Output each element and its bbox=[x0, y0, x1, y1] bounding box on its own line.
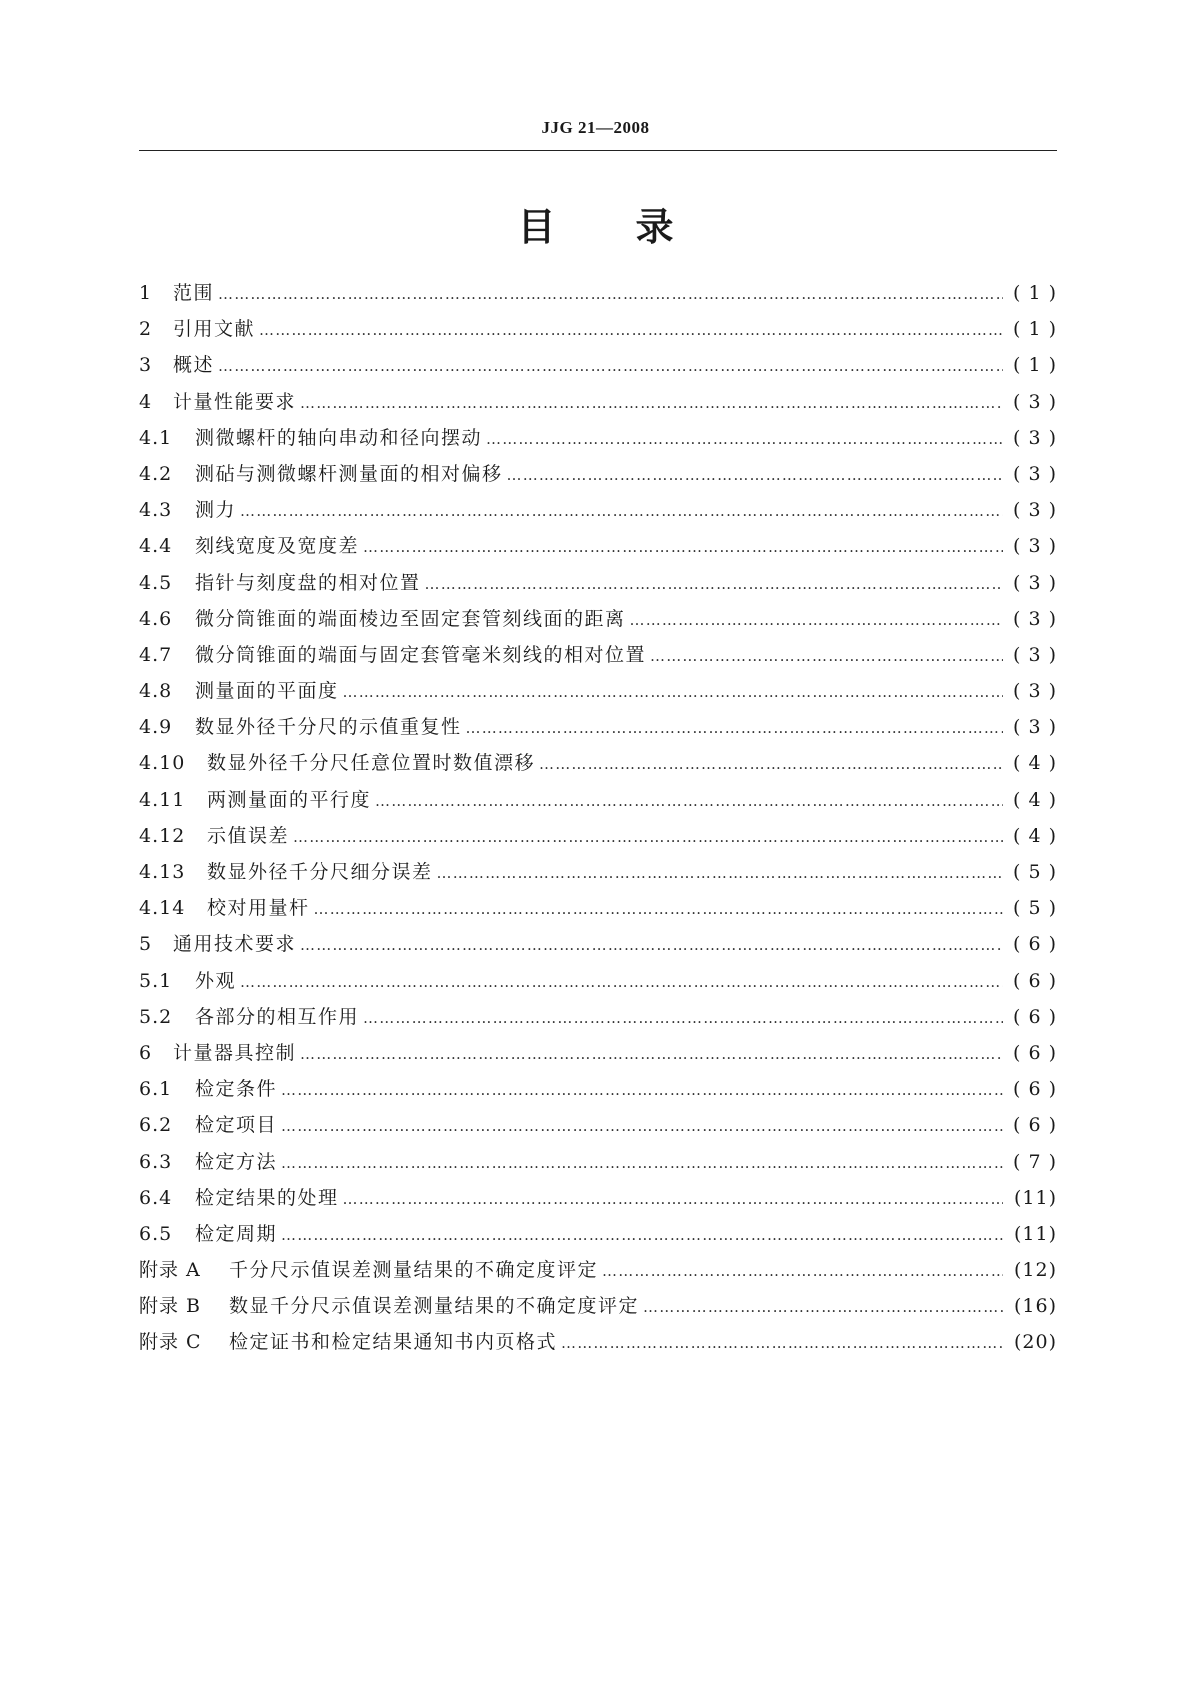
toc-entry[interactable] bbox=[139, 821, 1057, 857]
toc-entry[interactable] bbox=[139, 1291, 1057, 1327]
toc-entry-page: ( 5 ) bbox=[1013, 861, 1057, 883]
toc-leader-dots bbox=[281, 1117, 1003, 1135]
toc-entry-page: (12) bbox=[1013, 1259, 1057, 1282]
toc-entry[interactable] bbox=[139, 929, 1057, 965]
toc-entry-number: 4.13 bbox=[139, 861, 186, 883]
toc-entry-number: 6.1 bbox=[139, 1078, 173, 1101]
toc-entry-number: 4.7 bbox=[139, 643, 173, 666]
toc-entry-page: ( 6 ) bbox=[1013, 1114, 1057, 1137]
toc-leader-dots bbox=[314, 900, 1003, 918]
toc-entry-page: (20) bbox=[1013, 1331, 1057, 1354]
toc-leader-dots bbox=[218, 357, 1003, 375]
toc-entry-page: ( 1 ) bbox=[1013, 282, 1057, 304]
toc-leader-dots bbox=[650, 647, 1003, 665]
toc-entry-label: 微分筒锥面的端面与固定套管毫米刻线的相对位置 bbox=[195, 643, 647, 666]
toc-entry-page: ( 3 ) bbox=[1013, 716, 1057, 739]
toc-leader-dots bbox=[539, 755, 1003, 773]
header-rule bbox=[139, 150, 1057, 151]
toc-entry-label: 数显外径千分尺任意位置时数值漂移 bbox=[207, 752, 536, 775]
toc-entry-page: ( 3 ) bbox=[1013, 390, 1057, 413]
toc-entry-page: ( 5 ) bbox=[1013, 897, 1057, 920]
toc-entry-page: ( 3 ) bbox=[1013, 680, 1057, 703]
toc-entry-label: 两测量面的平行度 bbox=[207, 788, 372, 811]
toc-entry-page: ( 3 ) bbox=[1013, 571, 1057, 594]
toc-entry-number: 4.2 bbox=[139, 462, 173, 485]
toc-entry-number: 附录 B bbox=[139, 1295, 202, 1318]
toc-leader-dots bbox=[643, 1298, 1003, 1316]
toc-entry-number: 1 bbox=[139, 282, 153, 304]
toc-entry-label: 检定证书和检定结果通知书内页格式 bbox=[229, 1331, 558, 1354]
toc-entry-label: 刻线宽度及宽度差 bbox=[195, 535, 360, 558]
toc-entry-number: 6.2 bbox=[139, 1114, 173, 1137]
toc-entry[interactable] bbox=[139, 893, 1057, 929]
toc-leader-dots bbox=[375, 792, 1003, 810]
toc-entry-label: 数显外径千分尺细分误差 bbox=[207, 861, 433, 883]
toc-entry[interactable] bbox=[139, 857, 1057, 893]
toc-leader-dots bbox=[630, 611, 1003, 629]
toc-entry-page: (16) bbox=[1013, 1295, 1057, 1318]
toc-entry-number: 4.12 bbox=[139, 824, 186, 847]
toc-entry-label: 千分尺示值误差测量结果的不确定度评定 bbox=[229, 1259, 599, 1282]
toc-leader-dots bbox=[466, 719, 1003, 737]
toc-entry-page: ( 6 ) bbox=[1013, 1041, 1057, 1064]
toc-leader-dots bbox=[363, 538, 1003, 556]
toc-entry[interactable] bbox=[139, 1147, 1057, 1183]
toc-leader-dots bbox=[259, 321, 1003, 339]
toc-entry-number: 6 bbox=[139, 1041, 153, 1064]
toc-entry-label: 测力 bbox=[195, 499, 237, 522]
toc-entry-number: 4.8 bbox=[139, 680, 173, 703]
toc-title: 目录 bbox=[517, 205, 754, 249]
toc-entry-label: 数显千分尺示值误差测量结果的不确定度评定 bbox=[229, 1295, 640, 1318]
toc-entry[interactable] bbox=[139, 1327, 1057, 1363]
toc-entry[interactable] bbox=[139, 531, 1057, 567]
toc-leader-dots bbox=[343, 1190, 1003, 1208]
toc-entry-number: 4.1 bbox=[139, 426, 173, 449]
toc-entry[interactable] bbox=[139, 1255, 1057, 1291]
toc-entry-page: ( 3 ) bbox=[1013, 462, 1057, 485]
toc-entry[interactable] bbox=[139, 314, 1057, 350]
toc-entry[interactable] bbox=[139, 350, 1057, 386]
toc-entry-number: 4.11 bbox=[139, 788, 186, 811]
toc-entry[interactable] bbox=[139, 676, 1057, 712]
toc-entry-label: 范围 bbox=[173, 282, 215, 304]
toc-entry[interactable] bbox=[139, 1183, 1057, 1219]
toc-entry-number: 附录 C bbox=[139, 1331, 202, 1354]
toc-leader-dots bbox=[240, 973, 1003, 991]
toc-entry[interactable] bbox=[139, 1038, 1057, 1074]
toc-entry-label: 示值误差 bbox=[207, 824, 290, 847]
toc-entry-label: 各部分的相互作用 bbox=[195, 1005, 360, 1028]
toc-entry-label: 检定周期 bbox=[195, 1222, 278, 1245]
toc-entry-number: 6.4 bbox=[139, 1186, 173, 1209]
toc-leader-dots bbox=[300, 1045, 1003, 1063]
toc-entry[interactable] bbox=[139, 278, 1057, 314]
toc-entry-page: ( 3 ) bbox=[1013, 643, 1057, 666]
toc-entry-page: ( 1 ) bbox=[1013, 318, 1057, 341]
toc-entry[interactable] bbox=[139, 1002, 1057, 1038]
toc-entry-number: 4.6 bbox=[139, 607, 173, 630]
toc-entry-page: ( 6 ) bbox=[1013, 1005, 1057, 1028]
toc-leader-dots bbox=[486, 430, 1003, 448]
toc-entry-page: (11) bbox=[1013, 1186, 1057, 1209]
toc-entry-page: ( 4 ) bbox=[1013, 788, 1057, 811]
toc-entry-label: 测微螺杆的轴向串动和径向摆动 bbox=[195, 426, 483, 449]
toc-entry-page: ( 7 ) bbox=[1013, 1150, 1057, 1173]
toc-entry-page: ( 3 ) bbox=[1013, 535, 1057, 558]
toc-entry-number: 5 bbox=[139, 933, 153, 956]
toc-entry-label: 校对用量杆 bbox=[207, 897, 310, 920]
toc-entry-page: ( 3 ) bbox=[1013, 607, 1057, 630]
toc-entry-number: 2 bbox=[139, 318, 153, 341]
toc-entry-page: ( 3 ) bbox=[1013, 426, 1057, 449]
toc-entry-page: ( 4 ) bbox=[1013, 752, 1057, 775]
toc-leader-dots bbox=[561, 1334, 1003, 1352]
toc-entry-number: 4.14 bbox=[139, 897, 186, 920]
toc-entry-number: 附录 A bbox=[139, 1259, 201, 1282]
toc-entry-label: 计量器具控制 bbox=[173, 1041, 297, 1064]
toc-leader-dots bbox=[281, 1226, 1003, 1244]
toc-entry-number: 4.10 bbox=[139, 752, 186, 775]
toc-entry-page: (11) bbox=[1013, 1222, 1057, 1245]
toc-entry-number: 5.1 bbox=[139, 969, 173, 992]
toc-entry[interactable] bbox=[139, 712, 1057, 748]
toc-leader-dots bbox=[425, 575, 1003, 593]
toc-entry-label: 通用技术要求 bbox=[173, 933, 297, 956]
toc-leader-dots bbox=[343, 683, 1003, 701]
toc-leader-dots bbox=[300, 936, 1003, 954]
toc-leader-dots bbox=[437, 864, 1003, 882]
toc-entry-number: 4.3 bbox=[139, 499, 173, 522]
toc-entry[interactable] bbox=[139, 748, 1057, 784]
toc-entry-number: 4.4 bbox=[139, 535, 173, 558]
table-of-contents bbox=[139, 278, 1057, 1364]
toc-entry-number: 4.9 bbox=[139, 716, 173, 739]
toc-entry-label: 指针与刻度盘的相对位置 bbox=[195, 571, 421, 594]
toc-entry-label: 微分筒锥面的端面棱边至固定套管刻线面的距离 bbox=[195, 607, 626, 630]
toc-entry-label: 引用文献 bbox=[173, 318, 256, 341]
toc-leader-dots bbox=[240, 502, 1003, 520]
toc-entry-number: 4.5 bbox=[139, 571, 173, 594]
toc-entry-label: 检定条件 bbox=[195, 1078, 278, 1101]
toc-leader-dots bbox=[300, 394, 1003, 412]
toc-entry-label: 数显外径千分尺的示值重复性 bbox=[195, 716, 462, 739]
document-code: JJG 21—2008 bbox=[541, 118, 650, 137]
toc-entry[interactable] bbox=[139, 423, 1057, 459]
toc-entry[interactable] bbox=[139, 459, 1057, 495]
toc-entry-label: 测砧与测微螺杆测量面的相对偏移 bbox=[195, 462, 503, 485]
toc-entry[interactable] bbox=[139, 387, 1057, 423]
toc-leader-dots bbox=[602, 1262, 1003, 1280]
toc-entry-number: 3 bbox=[139, 354, 153, 377]
toc-entry-number: 4 bbox=[139, 390, 153, 413]
toc-entry-label: 计量性能要求 bbox=[173, 390, 297, 413]
toc-entry-label: 概述 bbox=[173, 354, 215, 377]
toc-leader-dots bbox=[293, 828, 1003, 846]
toc-entry[interactable] bbox=[139, 1074, 1057, 1110]
toc-entry-page: ( 6 ) bbox=[1013, 969, 1057, 992]
toc-entry[interactable] bbox=[139, 495, 1057, 531]
toc-entry-page: ( 3 ) bbox=[1013, 499, 1057, 522]
toc-entry-page: ( 6 ) bbox=[1013, 933, 1057, 956]
toc-entry[interactable] bbox=[139, 785, 1057, 821]
toc-entry[interactable] bbox=[139, 966, 1057, 1002]
toc-entry-label: 检定结果的处理 bbox=[195, 1186, 339, 1209]
toc-leader-dots bbox=[363, 1009, 1003, 1027]
toc-entry-number: 6.3 bbox=[139, 1150, 173, 1173]
toc-entry-label: 外观 bbox=[195, 969, 237, 992]
toc-leader-dots bbox=[218, 285, 1003, 303]
toc-entry[interactable] bbox=[139, 1219, 1057, 1255]
toc-entry-number: 5.2 bbox=[139, 1005, 173, 1028]
toc-entry-label: 测量面的平面度 bbox=[195, 680, 339, 703]
toc-entry[interactable] bbox=[139, 604, 1057, 640]
toc-leader-dots bbox=[507, 466, 1003, 484]
toc-entry[interactable] bbox=[139, 640, 1057, 676]
toc-entry-label: 检定项目 bbox=[195, 1114, 278, 1137]
toc-entry[interactable] bbox=[139, 568, 1057, 604]
toc-entry[interactable] bbox=[139, 1110, 1057, 1146]
toc-entry-label: 检定方法 bbox=[195, 1150, 278, 1173]
toc-entry-page: ( 4 ) bbox=[1013, 824, 1057, 847]
toc-leader-dots bbox=[281, 1081, 1003, 1099]
toc-entry-page: ( 6 ) bbox=[1013, 1078, 1057, 1101]
toc-entry-page: ( 1 ) bbox=[1013, 354, 1057, 377]
toc-leader-dots bbox=[281, 1154, 1003, 1172]
toc-entry-number: 6.5 bbox=[139, 1222, 173, 1245]
